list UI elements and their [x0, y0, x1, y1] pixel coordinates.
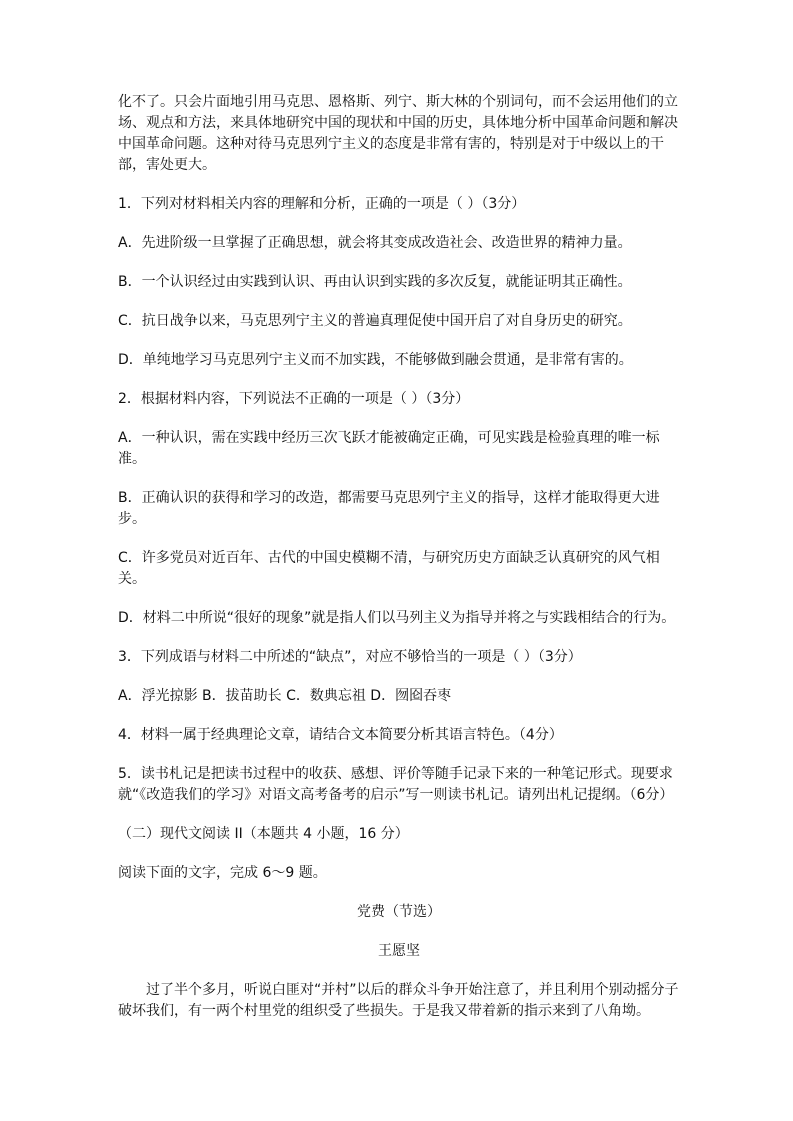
article-title: 党费（节选） [357, 904, 441, 920]
section-heading: （二）现代文阅读 II（本题共 4 小题，16 分） [118, 826, 409, 842]
question-1-option-a: A．先进阶级一旦掌握了正确思想，就会将其变成改造社会、改造世界的精神力量。 [118, 235, 632, 251]
question-2-option-a: A．一种认识，需在实践中经历三次飞跃才能被确定正确，可见实践是检验真理的唯一标准。 [118, 430, 660, 467]
intro-paragraph: 化不了。只会片面地引用马克思、恩格斯、列宁、斯大林的个别词句，而不会运用他们的立场、观点和方法，来具体地研究中国的现状和中国的历史，具体地分析中国革命问题和解决中国革命问题。这种对待马克思列宁主义的态度是非常有害的，特别是对于中级以上的干部，害处更大。 [118, 94, 678, 173]
article-paragraph: 过了半个多月，听说白匪对“并村”以后的群众斗争开始注意了，并且利用个别动摇分子破坏我们，有一两个村里党的组织受了些损失。于是我又带着新的指示来到了八角坳。 [118, 982, 679, 1019]
question-1-option-c: C．抗日战争以来，马克思列宁主义的普遍真理促使中国开启了对自身历史的研究。 [118, 313, 632, 329]
question-3-stem: 3．下列成语与材料二中所述的“缺点”，对应不够恰当的一项是（ ）（3分） [118, 649, 582, 665]
question-1-option-d: D．单纯地学习马克思列宁主义而不加实践，不能够做到融会贯通，是非常有害的。 [118, 352, 633, 368]
article-author: 王愿坚 [378, 943, 420, 959]
question-2-option-c: C．许多党员对近百年、古代的中国史模糊不清，与研究历史方面缺乏认真研究的风气相关。 [118, 550, 660, 587]
question-1-stem: 1．下列对材料相关内容的理解和分析，正确的一项是（ ）（3分） [118, 196, 526, 212]
document-page [118, 92, 680, 1022]
question-2-option-b: B．正确认识的获得和学习的改造，都需要马克思列宁主义的指导，这样才能取得更大进步。 [118, 490, 660, 527]
question-4-stem: 4．材料一属于经典理论文章，请结合文本简要分析其语言特色。（4分） [118, 727, 563, 743]
question-2-option-d: D．材料二中所说“很好的现象”就是指人们以马列主义为指导并将之与实践相结合的行为。 [118, 610, 676, 626]
question-3-options: A．浮光掠影 B．拔苗助长 C．数典忘祖 D．囫囵吞枣 [118, 688, 452, 704]
question-5-stem: 5．读书札记是把读书过程中的收获、感想、评价等随手记录下来的一种笔记形式。现要求就“《改造我们的学习》对语文高考备考的启示”写一则读书札记。请列出札记提纲。（6分） [118, 766, 674, 803]
question-2-stem: 2．根据材料内容，下列说法不正确的一项是（ ）（3分） [118, 391, 470, 407]
section-instruction: 阅读下面的文字，完成 6～9 题。 [118, 865, 327, 881]
question-1-option-b: B．一个认识经过由实践到认识、再由认识到实践的多次反复，就能证明其正确性。 [118, 274, 632, 290]
